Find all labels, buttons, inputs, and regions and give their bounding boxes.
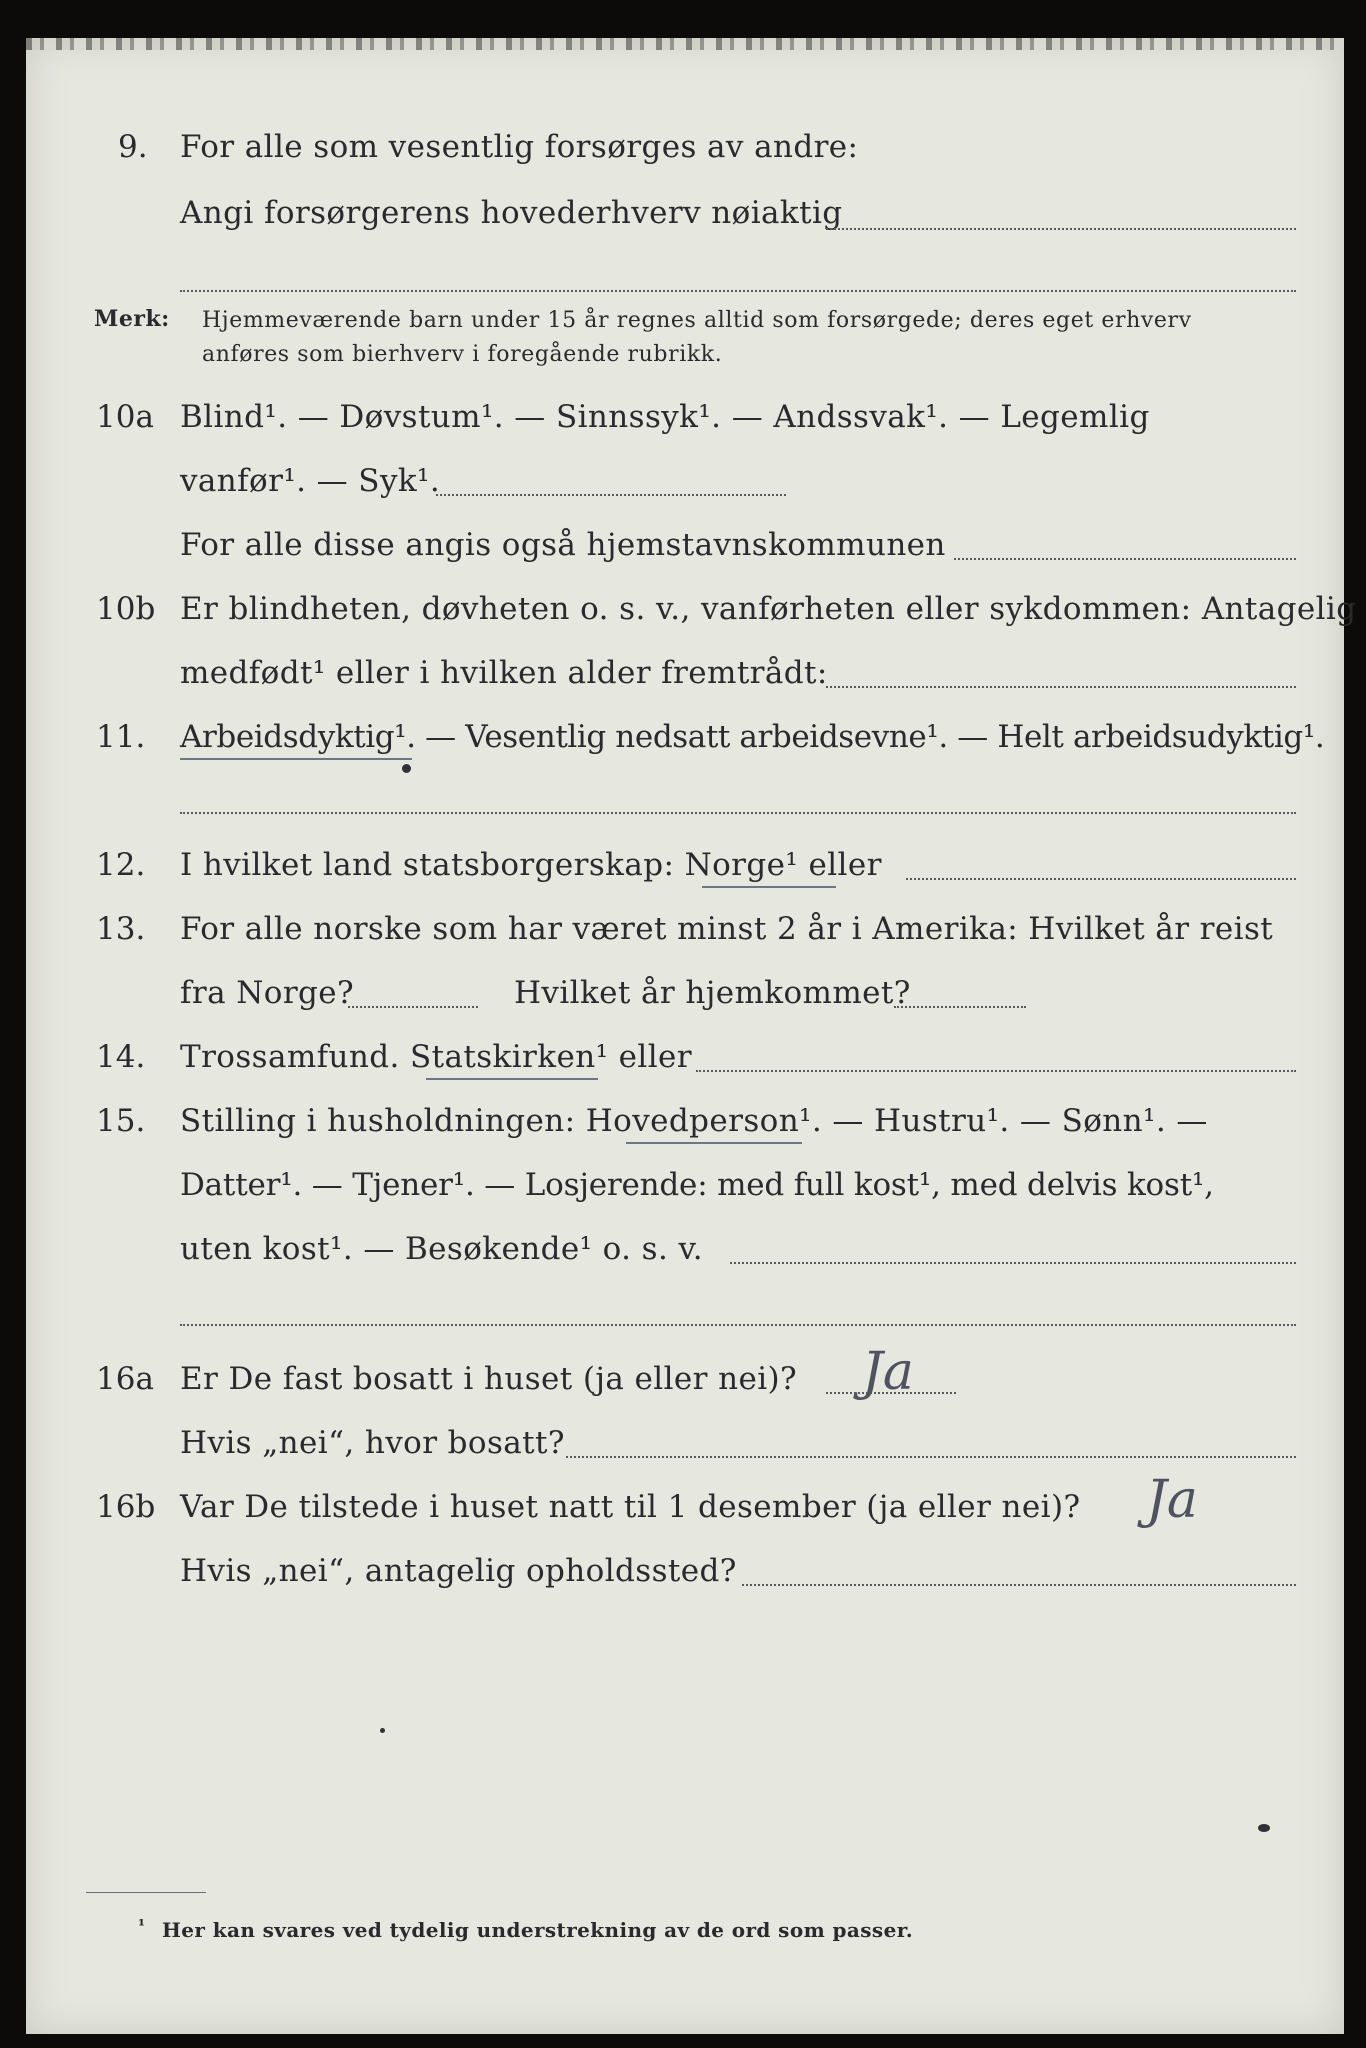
q13-reist-line[interactable]: [348, 1006, 478, 1008]
q13-hjemkommet-line[interactable]: [894, 1006, 1026, 1008]
merk-line1: Hjemmeværende barn under 15 år regnes alltid som forsørgede; deres eget erhverv: [202, 308, 1192, 333]
q14-number: 14.: [96, 1039, 146, 1075]
q16b-handwritten-answer: Ja: [1146, 1470, 1198, 1530]
q10a-line1: Blind¹. — Døvstum¹. — Sinnssyk¹. — Andssvak¹. — Legemlig: [180, 399, 1150, 435]
q10b-number: 10b: [96, 591, 156, 627]
q16a-line1: Er De fast bosatt i huset (ja eller nei)?: [180, 1361, 798, 1397]
q10a-kommune-line[interactable]: [954, 558, 1296, 560]
q12-number: 12.: [96, 847, 146, 883]
q15-line1: Stilling i husholdningen: Hovedperson¹. — Hustru¹. — Sønn¹. —: [180, 1103, 1208, 1139]
q14-text: Trossamfund. Statskirken¹ eller: [180, 1039, 692, 1075]
q10a-number: 10a: [96, 399, 154, 435]
q16b-number: 16b: [96, 1489, 156, 1525]
q10a-line3: For alle disse angis også hjemstavnskommunen: [180, 527, 946, 563]
paper-speck: [380, 1728, 385, 1733]
q10a-line2: vanfør¹. — Syk¹.: [180, 463, 441, 499]
q14-underline-statskirken: [426, 1078, 598, 1080]
q12-text: I hvilket land statsborgerskap: Norge¹ eller: [180, 847, 882, 883]
q15-line3: uten kost¹. — Besøkende¹ o. s. v.: [180, 1231, 703, 1267]
ink-dot: [402, 764, 411, 773]
q13-line1: For alle norske som har været minst 2 år i Amerika: Hvilket år reist: [180, 911, 1274, 947]
q16a-bosatt-line[interactable]: [566, 1456, 1296, 1458]
q9-answer-line-2[interactable]: [180, 290, 1296, 292]
q15-underline-hovedperson: [626, 1142, 802, 1144]
q11-answer-line[interactable]: [180, 812, 1296, 814]
q16a-answer-line[interactable]: [826, 1392, 956, 1394]
q10a-syk-line[interactable]: [436, 494, 786, 496]
q10b-answer-line[interactable]: [826, 686, 1296, 688]
q10b-line2: medfødt¹ eller i hvilken alder fremtrådt:: [180, 655, 828, 691]
q9-number: 9.: [118, 129, 148, 165]
q14-answer-line[interactable]: [696, 1070, 1296, 1072]
q16b-line2: Hvis „nei“, antagelig opholdssted?: [180, 1553, 737, 1589]
q13-line2a: fra Norge?: [180, 975, 355, 1011]
q11-number: 11.: [96, 719, 146, 755]
q12-answer-line[interactable]: [906, 878, 1296, 880]
q16a-number: 16a: [96, 1361, 154, 1397]
q12-underline-norge: [702, 886, 836, 888]
q13-line2b: Hvilket år hjemkommet?: [514, 975, 911, 1011]
footnote-mark: ¹: [138, 1916, 146, 1935]
q16b-opholdssted-line[interactable]: [742, 1584, 1296, 1586]
q16a-line2: Hvis „nei“, hvor bosatt?: [180, 1425, 565, 1461]
q9-line1: For alle som vesentlig forsørges av andre:: [180, 129, 859, 165]
merk-label: Merk:: [94, 306, 170, 332]
paper-speck: [1258, 1824, 1270, 1832]
q15-answer-line-2[interactable]: [180, 1324, 1296, 1326]
footnote-rule: [86, 1892, 206, 1893]
q15-line2: Datter¹. — Tjener¹. — Losjerende: med full kost¹, med delvis kost¹,: [180, 1167, 1214, 1203]
q16b-line1: Var De tilstede i huset natt til 1 desember (ja eller nei)?: [180, 1489, 1081, 1525]
census-form-page: [26, 38, 1357, 2034]
q10b-line1: Er blindheten, døvheten o. s. v., vanførheten eller sykdommen: Antagelig: [180, 591, 1357, 627]
page-top-edge: [26, 38, 1344, 50]
q15-answer-line[interactable]: [730, 1262, 1296, 1264]
footnote-text: Her kan svares ved tydelig understrekning av de ord som passer.: [162, 1918, 914, 1942]
merk-line2: anføres som bierhverv i foregående rubrikk.: [202, 342, 723, 367]
q11-underline-arbeidsdyktig: [180, 758, 412, 760]
q9-line2: Angi forsørgerens hovederhverv nøiaktig: [180, 195, 843, 231]
q15-number: 15.: [96, 1103, 146, 1139]
q13-number: 13.: [96, 911, 146, 947]
q16a-handwritten-answer: Ja: [862, 1342, 914, 1402]
q11-text: Arbeidsdyktig¹. — Vesentlig nedsatt arbeidsevne¹. — Helt arbeidsudyktig¹.: [180, 719, 1325, 755]
q9-answer-line[interactable]: [826, 228, 1296, 230]
